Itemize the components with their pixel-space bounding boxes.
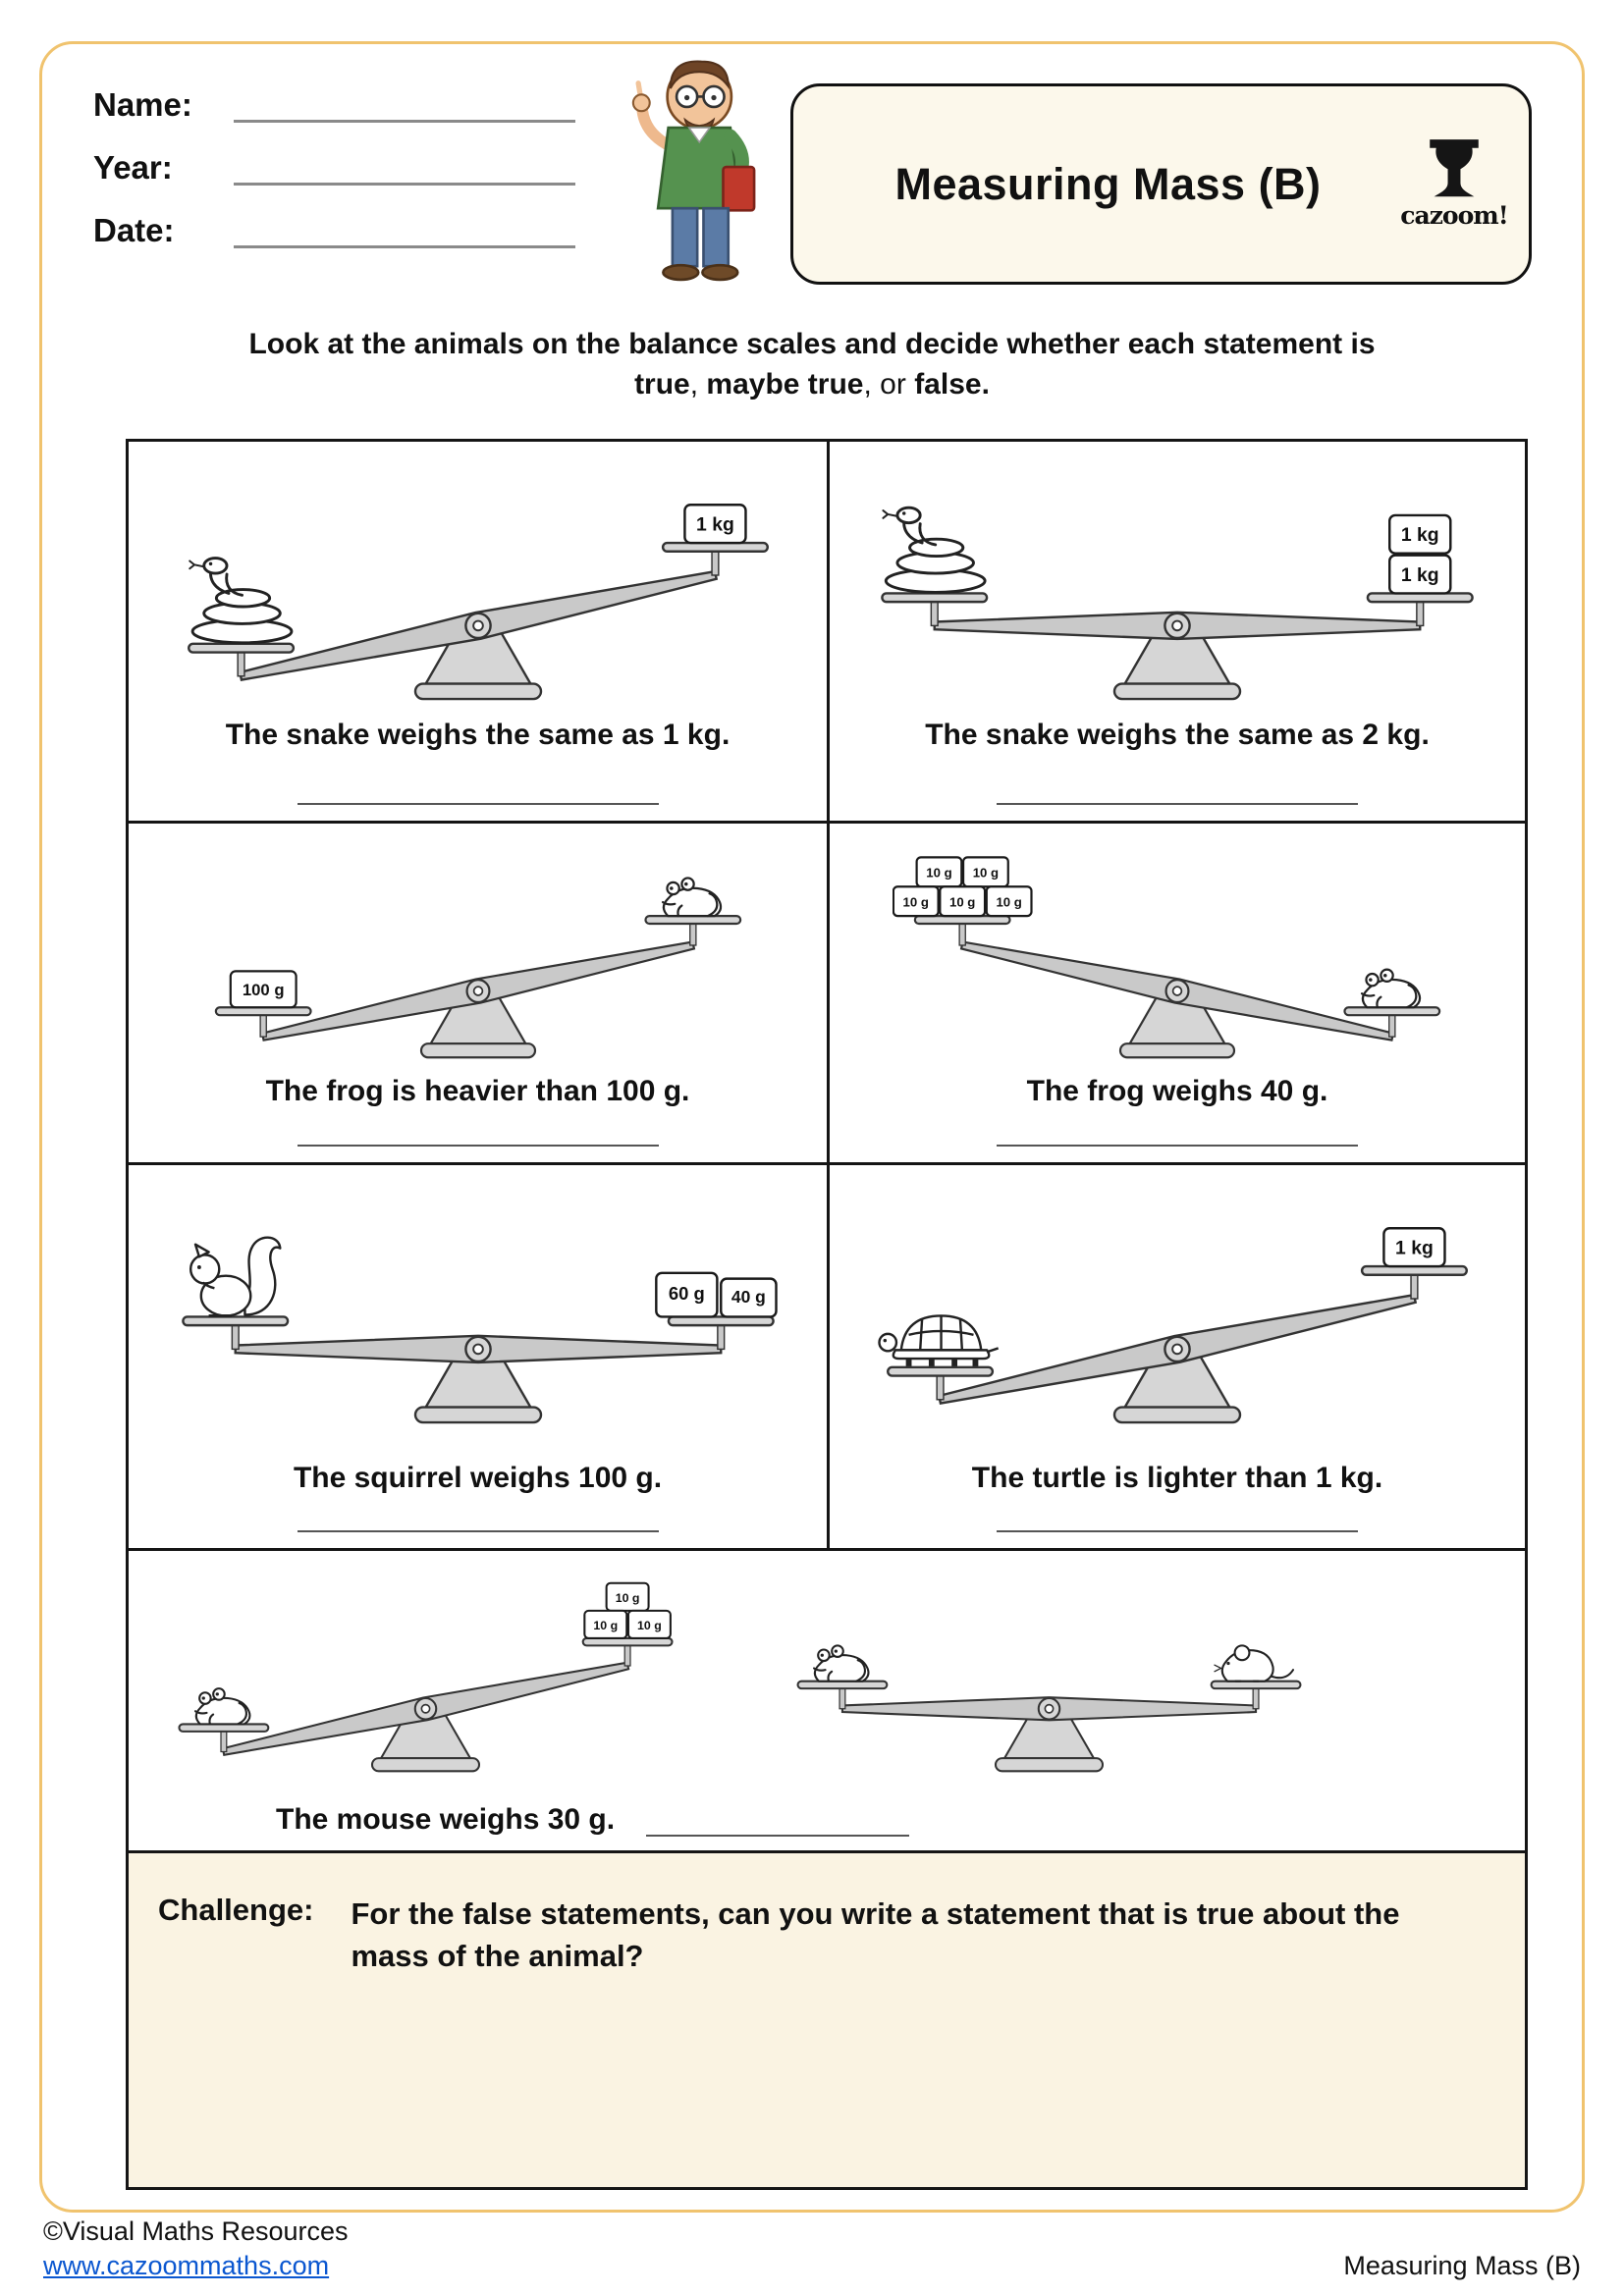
year-line[interactable] <box>234 183 575 186</box>
weight-box <box>917 857 962 886</box>
teacher-illustration <box>617 49 772 285</box>
frog-icon <box>195 1688 249 1724</box>
turtle-icon <box>880 1315 999 1365</box>
year-label: Year: <box>93 149 173 186</box>
weight-box <box>893 886 939 916</box>
instructions <box>0 324 1624 404</box>
page-title: Measuring Mass (B) <box>894 158 1322 209</box>
svg-text:10 g: 10 g <box>972 865 1000 881</box>
panel-2 <box>827 442 1525 821</box>
svg-text:60 g: 60 g <box>668 1282 705 1304</box>
balance-scale-4 <box>893 831 1462 1073</box>
svg-text:10 g: 10 g <box>926 865 952 881</box>
weight-box <box>607 1583 649 1611</box>
frog-icon <box>663 878 721 916</box>
snake-icon <box>189 559 292 643</box>
svg-text:10 g: 10 g <box>615 1590 640 1605</box>
frog-icon <box>1362 970 1420 1008</box>
balance-scale-8 <box>782 1559 1317 1786</box>
panel-6 <box>827 1165 1525 1548</box>
statement-5: The squirrel weighs 100 g. <box>293 1461 663 1494</box>
panel-5 <box>129 1165 827 1548</box>
challenge-label: Challenge: <box>158 1893 314 1927</box>
answer-line-4[interactable] <box>997 1145 1358 1147</box>
answer-line-7[interactable] <box>646 1811 909 1837</box>
svg-text:1 kg: 1 kg <box>695 513 734 536</box>
panel-3 <box>129 824 827 1162</box>
cazoom-logo-icon <box>1427 138 1482 199</box>
date-label: Date: <box>93 212 175 248</box>
panel-4 <box>827 824 1525 1162</box>
balance-scale-2 <box>863 450 1491 717</box>
instructions-line1: Look at the animals on the balance scales and decide whether each statement is <box>248 328 1376 360</box>
weight-box <box>1383 1228 1444 1266</box>
weight-box <box>1389 515 1450 554</box>
answer-line-2[interactable] <box>997 803 1358 805</box>
date-line[interactable] <box>234 245 575 248</box>
mouse-icon <box>1215 1645 1293 1681</box>
weight-box <box>940 886 985 916</box>
statement-3: The frog is heavier than 100 g. <box>265 1075 690 1108</box>
weight-box <box>584 1611 626 1638</box>
answer-line-3[interactable] <box>298 1145 659 1147</box>
statement-2: The snake weighs the same as 2 kg. <box>925 718 1430 751</box>
snake-icon <box>883 507 985 592</box>
challenge-text: For the false statements, can you write a statement that is true about the mass of the animal? <box>351 1896 1400 1973</box>
weight-box <box>230 971 296 1007</box>
balance-scale-5 <box>164 1173 792 1440</box>
svg-text:10 g: 10 g <box>902 894 929 910</box>
balance-scale-7 <box>158 1559 693 1786</box>
name-label: Name: <box>93 86 192 123</box>
svg-text:1 kg: 1 kg <box>1395 1237 1434 1259</box>
weight-box <box>628 1611 671 1638</box>
weight-box <box>963 857 1008 886</box>
statement-7: The mouse weighs 30 g. <box>276 1803 616 1836</box>
balance-scale-6 <box>863 1173 1491 1440</box>
answer-line-1[interactable] <box>298 803 659 805</box>
svg-text:40 g: 40 g <box>731 1286 766 1307</box>
weight-box <box>1389 556 1450 594</box>
balance-scale-1 <box>164 450 792 717</box>
balance-scale-3 <box>193 831 763 1073</box>
statement-1: The snake weighs the same as 1 kg. <box>225 718 731 751</box>
frog-icon <box>814 1645 868 1681</box>
title-box <box>790 83 1532 285</box>
worksheet-grid <box>126 439 1528 2190</box>
answer-line-5[interactable] <box>298 1530 659 1532</box>
panel-1 <box>129 442 827 821</box>
statement-4: The frog weighs 40 g. <box>1026 1075 1328 1108</box>
footer-copyright: ©Visual Maths Resources <box>43 2216 349 2246</box>
statement-6: The turtle is lighter than 1 kg. <box>971 1461 1383 1494</box>
svg-text:10 g: 10 g <box>949 894 976 910</box>
svg-text:100 g: 100 g <box>242 980 285 999</box>
svg-text:10 g: 10 g <box>593 1618 619 1632</box>
cazoom-logo-text: cazoom! <box>1400 201 1508 231</box>
weight-box <box>987 886 1032 916</box>
svg-text:1 kg: 1 kg <box>1400 524 1439 547</box>
answer-line-6[interactable] <box>997 1530 1358 1532</box>
footer-doc-title: Measuring Mass (B) <box>1343 2251 1581 2280</box>
footer-url-link[interactable]: www.cazoommaths.com <box>43 2251 330 2280</box>
squirrel-icon <box>190 1238 280 1316</box>
svg-text:10 g: 10 g <box>996 894 1022 910</box>
weight-box <box>656 1273 717 1317</box>
name-line[interactable] <box>234 120 575 123</box>
challenge-box <box>129 1850 1525 2187</box>
svg-text:10 g: 10 g <box>637 1618 662 1632</box>
weight-box <box>721 1279 776 1317</box>
instructions-line2: true, maybe true, or false. <box>634 368 990 400</box>
weight-box <box>684 505 745 543</box>
cazoom-logo <box>1395 138 1513 230</box>
svg-text:1 kg: 1 kg <box>1400 563 1439 586</box>
panel-7-8 <box>129 1551 1525 1850</box>
